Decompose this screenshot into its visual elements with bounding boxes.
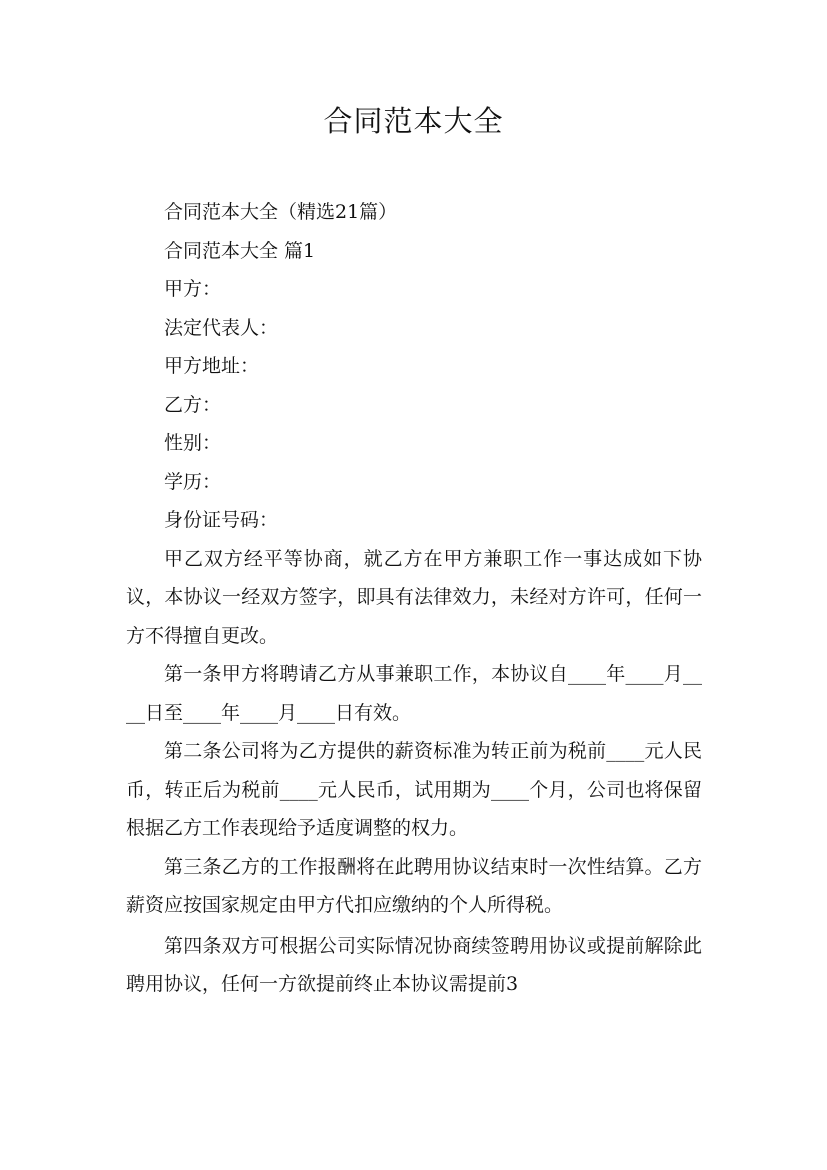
paragraph-section-heading: 合同范本大全 篇1 <box>164 239 316 262</box>
field-id-number: 身份证号码： <box>164 509 279 531</box>
field-legal-representative: 法定代表人： <box>164 316 279 339</box>
field-party-a: 甲方： <box>164 278 222 300</box>
paragraph-article-2: 第二条公司将为乙方提供的薪资标准为转正前为税前____元人民币，转正后为税前____元人民币，试用期为____个月，公司也将保留根据乙方工作表现给予适度调整的权力。 <box>126 740 702 839</box>
paragraph-article-4: 第四条双方可根据公司实际情况协商续签聘用协议或提前解除此聘用协议，任何一方欲提前终止本协议需提前3 <box>126 934 702 995</box>
paragraph-subtitle: 合同范本大全（精选21篇） <box>164 201 398 223</box>
paragraph-article-3: 第三条乙方的工作报酬将在此聘用协议结束时一次性结算。乙方薪资应按国家规定由甲方代扣应缴纳的个人所得税。 <box>126 855 702 916</box>
paragraph-agreement-intro: 甲乙双方经平等协商，就乙方在甲方兼职工作一事达成如下协议，本协议一经双方签字，即具有法律效力，未经对方许可，任何一方不得擅自更改。 <box>126 547 702 647</box>
document-title: 合同范本大全 <box>323 104 504 138</box>
field-education: 学历： <box>164 470 222 493</box>
field-party-a-address: 甲方地址： <box>164 355 260 377</box>
paragraph-article-1: 第一条甲方将聘请乙方从事兼职工作，本协议自____年____月____日至____年____月____日有效。 <box>126 663 702 724</box>
field-party-b: 乙方： <box>164 393 222 416</box>
document-body <box>126 193 702 1004</box>
field-gender: 性别： <box>164 432 222 454</box>
